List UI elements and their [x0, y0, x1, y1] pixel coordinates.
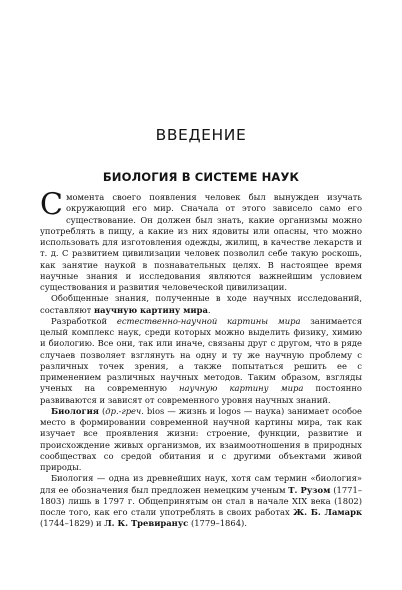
name-treviranus: Л. К. Тревиранус	[104, 518, 189, 529]
paragraph-3-text-2: занимается целый комплекс наук, среди которых можно выделить физику, химию и биологию. Все они, так или иначе, связаны друг с другом, что в ряде случаев позволяет взглянуть на одну и ту же научную проблему с различных точек зрения, а также попытаться решить ее с применением различных научных методов. Таким образом, взгляды ученых на современную	[40, 315, 362, 394]
term-scientific-picture-italic: научную картину мира	[179, 383, 304, 394]
paragraph-3-text-3: постоянно развиваются и зависят от современного уровня научных знаний.	[40, 383, 362, 405]
paragraph-5-text-4: (1779–1864).	[188, 518, 247, 529]
drop-cap: С	[40, 187, 63, 222]
abbr-ancient-greek: др.-греч.	[105, 405, 144, 416]
term-biology: Биология	[51, 405, 99, 416]
paragraph-5	[40, 473, 362, 529]
paragraph-1-text: момента своего появления человек был вынужден изучать окружающий его мир. Сначала от этого зависело само его существование. Он должен был знать, какие организмы можно употреблять в пищу, а какие из них ядовиты или опасны, что можно использовать для изготовления одежды, жилищ, в качестве лекарств и т. д. С развитием цивилизации человек позволил себе такую роскошь, как занятие наукой в познавательных целях. В настоящее время научные знания и исследования являются важнейшим условием существования и развития человеческой цивилизации.	[40, 192, 362, 292]
paragraph-4	[40, 406, 362, 474]
paragraph-5-text-2: (1771–1803) лишь в 1797 г. Общепринятым он стал в начале XIX века (1802) после того, как его стали употреблять в своих работах	[40, 484, 363, 517]
paragraph-3-text-1: Разработкой	[51, 315, 117, 326]
paragraph-2-text-2: .	[207, 304, 211, 315]
section-title: БИОЛОГИЯ В СИСТЕМЕ НАУК	[102, 170, 300, 184]
paragraph-5-text-3: (1744–1829) и	[40, 518, 105, 529]
paragraph-5-text-1: Биология — одна из древнейших наук, хотя сам термин «биология» для ее обозначения был предложен немецким ученым	[40, 473, 362, 495]
paragraph-2	[40, 293, 362, 316]
paragraph-2-text-1: Обобщенные знания, полученные в ходе научных исследований, составляют	[40, 293, 362, 315]
paragraph-4-text-1: (	[98, 405, 106, 416]
page-content	[40, 126, 362, 530]
paragraph-4-text-2: bios — жизнь и logos — наука) занимает особое место в формировании современной научной картины мира, так как изучает все проявления жизни: строение, функции, развитие и происхождение живых организмов, их взаимоотношения в природных сообществах со средой обитания и с другими объектами живой природы.	[40, 405, 362, 472]
name-ruz: Т. Рузом	[288, 484, 331, 495]
paragraph-1	[40, 187, 362, 293]
name-lamarck: Ж. Б. Ламарк	[293, 507, 362, 517]
chapter-title: ВВЕДЕНИЕ	[155, 126, 247, 144]
term-scientific-picture: научную картину мира	[93, 304, 208, 315]
term-natural-science-picture: естественно-научной картины мира	[116, 315, 301, 326]
paragraph-3	[40, 316, 362, 406]
